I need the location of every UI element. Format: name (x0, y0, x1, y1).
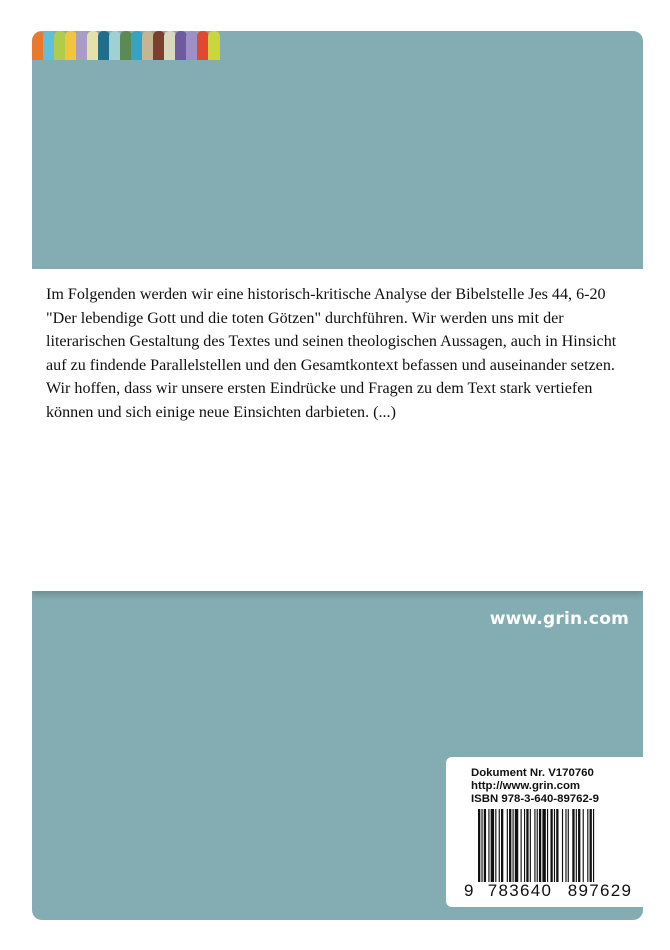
barcode-digits-left: 783640 (487, 881, 553, 900)
barcode-metadata (471, 767, 599, 806)
isbn-number: ISBN 978-3-640-89762-9 (471, 793, 599, 805)
barcode-box (446, 757, 643, 907)
barcode-digit-first: 9 (464, 881, 474, 900)
description-line: Im Folgenden werden wir eine historisch-kritische Analyse der Bibelstelle Jes 44, 6-20 (46, 286, 606, 303)
description-line: "Der lebendige Gott und die toten Götzen" durchführen. Wir werden uns mit der (46, 309, 564, 327)
color-stripes (32, 31, 219, 60)
publisher-website: www.grin.com (489, 609, 629, 629)
barcode-digits-right: 897629 (567, 881, 633, 900)
description-line: können und sich einige neue Einsichten darbieten. (...) (46, 403, 396, 421)
description-line: Wir hoffen, dass wir unsere ersten Eindrücke und Fragen zu dem Text stark vertiefen (46, 380, 593, 398)
description-panel (32, 269, 643, 591)
document-number: Dokument Nr. V170760 (471, 767, 594, 779)
description-text (46, 283, 642, 425)
back-cover (32, 31, 643, 920)
document-url: http://www.grin.com (471, 780, 581, 792)
description-line: auf zu findende Parallelstellen und den Gesamtkontext befassen und auseinander setzen. (46, 356, 615, 374)
barcode-icon (478, 809, 638, 882)
description-line: literarischen Gestaltung des Textes und seinen theologischen Aussagen, auch in Hinsicht (46, 333, 617, 351)
barcode-digits (464, 881, 640, 901)
color-stripe (208, 31, 220, 60)
